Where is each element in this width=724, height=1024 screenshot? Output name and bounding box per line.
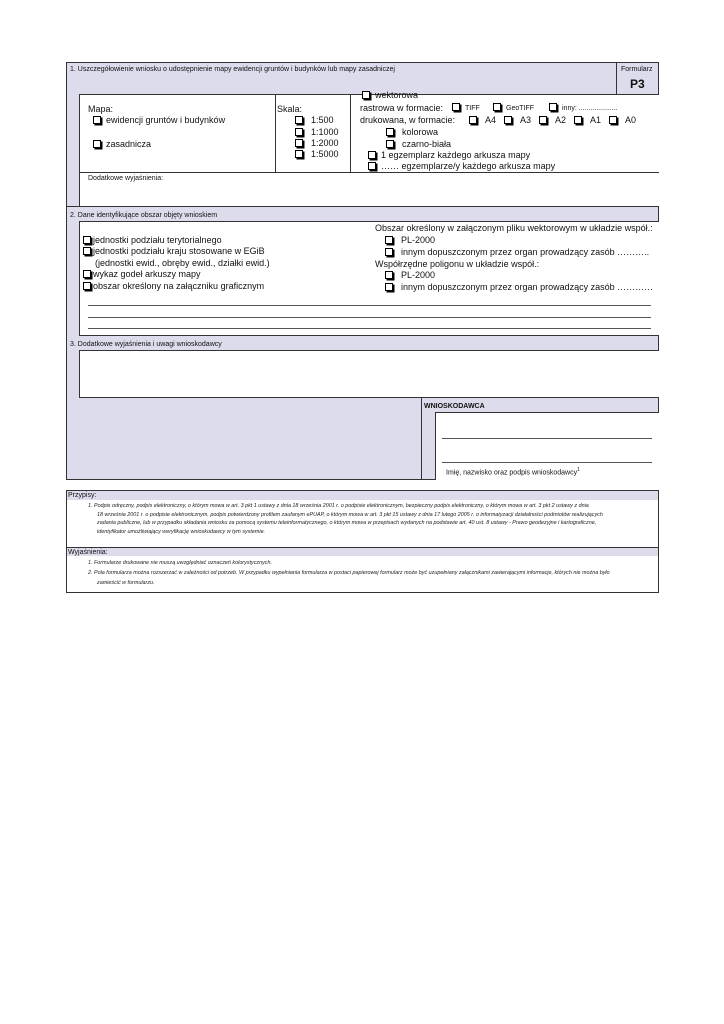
- checkbox-icon[interactable]: [385, 248, 393, 256]
- section1-title: 1. Uszczegółowienie wniosku o udostępnienie mapy ewidencji gruntów i budynków lub mapy zasadniczej: [70, 66, 395, 73]
- form-code: P3: [630, 77, 645, 91]
- area-option-territorial[interactable]: jednostki podziału terytorialnego: [83, 235, 222, 246]
- print-label: drukowana, w formacie:: [360, 115, 456, 125]
- section1-divider-right: [350, 94, 351, 172]
- area-option-egib-units[interactable]: jednostki podziału kraju stosowane w EGiB: [83, 246, 265, 257]
- map-label: Mapa:: [88, 104, 114, 114]
- extra-explanations-field[interactable]: [84, 183, 654, 203]
- footnotes-header: [67, 491, 658, 500]
- checkbox-icon[interactable]: [83, 270, 91, 278]
- footnote-mark: 1: [577, 467, 580, 473]
- area-option-graphic[interactable]: obszar określony na załączniku graficznym: [83, 281, 264, 292]
- checkbox-icon[interactable]: [385, 283, 393, 291]
- paper-option-a4[interactable]: A4: [469, 115, 496, 126]
- section2-fill-line[interactable]: [88, 328, 651, 329]
- checkbox-icon[interactable]: [385, 271, 393, 279]
- footnotes-title: Przypisy:: [68, 492, 97, 499]
- scale-option-2000[interactable]: 1:2000: [295, 138, 339, 149]
- section1-divider-left: [275, 94, 276, 172]
- checkbox-icon[interactable]: [504, 116, 512, 124]
- checkbox-icon[interactable]: [93, 140, 101, 148]
- checkbox-icon[interactable]: [295, 150, 303, 158]
- scale-option-5000[interactable]: 1:5000: [295, 149, 339, 160]
- map-option-zasadnicza[interactable]: zasadnicza: [93, 139, 151, 150]
- checkbox-icon[interactable]: [83, 282, 91, 290]
- map-option-egib[interactable]: ewidencji gruntów i budynków: [93, 115, 225, 126]
- scale-option-1000[interactable]: 1:1000: [295, 127, 339, 138]
- vector-file-label: Obszar określony w załączonym pliku wektorowym w układzie współ.:: [375, 223, 653, 233]
- area-option-egib-note: (jednostki ewid., obręby ewid., działki ewid.): [95, 258, 270, 268]
- scale-option-500[interactable]: 1:500: [295, 115, 334, 126]
- signature-line: [442, 462, 652, 463]
- paper-option-a0[interactable]: A0: [609, 115, 636, 126]
- extra-explanations-label: Dodatkowe wyjaśnienia:: [88, 175, 164, 182]
- color-option-color[interactable]: kolorowa: [386, 127, 438, 138]
- vector-option-other[interactable]: innym dopuszczonym przez organ prowadzący zasób ………..: [385, 247, 649, 258]
- footnote-line: 18 września 2001 r. o podpisie elektronicznym, podpis potwierdzony profilem zaufanym ePUAP, o którym mowa w art. 3 pkt 15 ustawy z dnia 17 lutego 2005 r. o informatyzacji działalności podmiotów realizujących: [97, 511, 603, 518]
- section3-title: 3. Dodatkowe wyjaśnienia i uwagi wnioskodawcy: [70, 341, 222, 348]
- checkbox-icon[interactable]: [83, 236, 91, 244]
- checkbox-icon[interactable]: [452, 103, 460, 111]
- checkbox-icon[interactable]: [368, 162, 376, 170]
- footnote-line: 1. Podpis odręczny, podpis elektroniczny, o którym mowa w art. 3 pkt 1 ustawy z dnia 18 września 2001 r. o podpisie elektronicznym, bezpieczny podpis elektroniczny, o którym mowa w art. 3 pkt 2 ustawy z dnia: [88, 503, 589, 509]
- checkbox-icon[interactable]: [574, 116, 582, 124]
- explanation-line: 1. Formularze drukowane nie muszą uwzględniać oznaczeń kolorystycznych.: [88, 560, 272, 566]
- explanation-line: zamieścić w formularzu.: [97, 580, 155, 586]
- checkbox-icon[interactable]: [295, 139, 303, 147]
- checkbox-icon[interactable]: [362, 91, 370, 99]
- checkbox-icon[interactable]: [609, 116, 617, 124]
- color-option-bw[interactable]: czarno-biała: [386, 139, 451, 150]
- section2-fill-line[interactable]: [88, 317, 651, 318]
- footnote-line: identyfikator umożliwiający weryfikację wnioskodawcy w tym systemie.: [97, 528, 266, 535]
- format-vector[interactable]: wektorowa: [362, 90, 418, 101]
- copy-option-one[interactable]: 1 egzemplarz każdego arkusza mapy: [368, 150, 530, 161]
- section2-title: 2. Dane identyfikujące obszar objęty wnioskiem: [70, 212, 218, 219]
- raster-option-other[interactable]: inny: ....................: [549, 103, 618, 114]
- copy-option-many[interactable]: …… egzemplarze/y każdego arkusza mapy: [368, 161, 555, 172]
- section2-fill-line[interactable]: [88, 305, 651, 306]
- checkbox-icon[interactable]: [295, 116, 303, 124]
- area-option-sheets[interactable]: wykaz godeł arkuszy mapy: [83, 269, 201, 280]
- polygon-label: Współrzędne poligonu w układzie współ.:: [375, 259, 540, 269]
- checkbox-icon[interactable]: [386, 128, 394, 136]
- checkbox-icon[interactable]: [386, 140, 394, 148]
- paper-option-a3[interactable]: A3: [504, 115, 531, 126]
- footnote-line: zadania publiczne, lub w przypadku składania wniosku za pomocą systemu teleinformatycznego, o którym mowa w przepisach wydanych na podstawie art. 40 ust. 8 ustawy - Prawo geodezyjne i kartograficzne,: [97, 520, 597, 526]
- checkbox-icon[interactable]: [295, 128, 303, 136]
- checkbox-icon[interactable]: [493, 103, 501, 111]
- checkbox-icon[interactable]: [385, 236, 393, 244]
- polygon-option-other[interactable]: innym dopuszczonym przez organ prowadzący zasób …………: [385, 282, 653, 293]
- raster-option-geotiff[interactable]: GeoTIFF: [493, 103, 534, 114]
- paper-option-a1[interactable]: A1: [574, 115, 601, 126]
- signature-caption: Imię, nazwisko oraz podpis wnioskodawcy$^1$: [446, 467, 580, 477]
- checkbox-icon[interactable]: [549, 103, 557, 111]
- raster-option-tiff[interactable]: TIFF: [452, 103, 480, 114]
- applicant-title: WNIOSKODAWCA: [424, 403, 485, 410]
- scale-label: Skala:: [277, 104, 303, 114]
- checkbox-icon[interactable]: [93, 116, 101, 124]
- checkbox-icon[interactable]: [539, 116, 547, 124]
- explanations-header: [67, 547, 658, 556]
- polygon-option-pl2000[interactable]: PL-2000: [385, 270, 435, 281]
- vector-option-pl2000[interactable]: PL-2000: [385, 235, 435, 246]
- explanations-title: Wyjaśnienia:: [68, 549, 108, 556]
- paper-option-a2[interactable]: A2: [539, 115, 566, 126]
- section1-divider-h: [79, 172, 659, 173]
- explanation-line: 2. Pola formularza można rozszerzać w zależności od potrzeb. W przypadku wypełniania formularza w postaci papierowej formularz może być uzupełniany załącznikami zawierającymi informacje, których nie można było: [88, 570, 610, 576]
- checkbox-icon[interactable]: [368, 151, 376, 159]
- checkbox-icon[interactable]: [83, 247, 91, 255]
- raster-label: rastrowa w formacie:: [360, 103, 444, 113]
- form-label: Formularz: [621, 66, 653, 73]
- section3-field[interactable]: [79, 350, 659, 398]
- checkbox-icon[interactable]: [469, 116, 477, 124]
- signature-line: [442, 438, 652, 439]
